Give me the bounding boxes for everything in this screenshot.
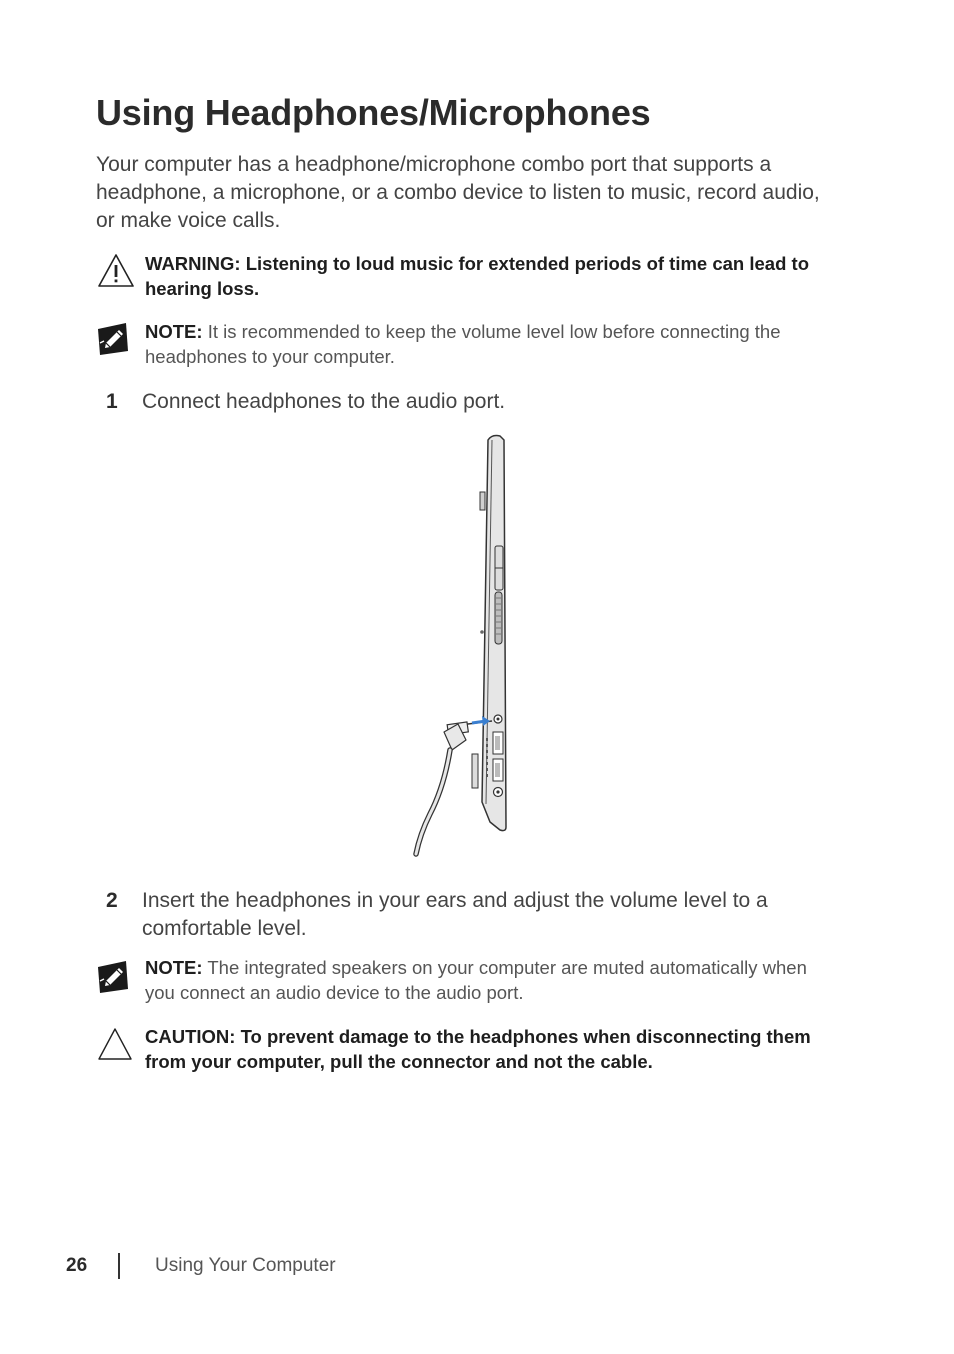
intro-paragraph: Your computer has a headphone/microphone combo port that supports a headphone, a microphone, or a combo device to listen to music, record audio, or make voice calls. xyxy=(96,153,820,232)
note-callout xyxy=(96,955,836,1005)
section-name: Using Your Computer xyxy=(155,1255,336,1276)
warning-triangle-icon xyxy=(96,251,136,296)
note-text: The integrated speakers on your computer are muted automatically when you connect an audio device to the audio port. xyxy=(145,957,807,1003)
step-number: 2 xyxy=(106,889,118,912)
caution-callout xyxy=(96,1024,836,1074)
page-number: 26 xyxy=(66,1255,88,1276)
step-1 xyxy=(106,388,826,416)
step-text: Connect headphones to the audio port. xyxy=(142,390,506,413)
note-label: NOTE: xyxy=(145,321,203,342)
warning-callout xyxy=(96,251,836,301)
page-title: Using Headphones/Microphones xyxy=(96,92,651,133)
note-pencil-icon xyxy=(96,321,130,362)
step-text: Insert the headphones in your ears and adjust the volume level to a comfortable level. xyxy=(142,889,768,940)
footer-divider xyxy=(118,1253,120,1279)
caution-triangle-icon xyxy=(96,1026,136,1067)
note-callout xyxy=(96,319,836,369)
note-text: It is recommended to keep the volume level low before connecting the headphones to your computer. xyxy=(145,321,781,367)
caution-text: CAUTION: To prevent damage to the headphones when disconnecting them from your computer, pull the connector and not the cable. xyxy=(145,1026,811,1072)
note-pencil-icon xyxy=(96,959,130,1000)
tablet-side-illustration xyxy=(400,432,550,867)
step-2 xyxy=(106,887,826,943)
note-label: NOTE: xyxy=(145,957,203,978)
step-number: 1 xyxy=(106,390,118,413)
warning-text: WARNING: Listening to loud music for extended periods of time can lead to hearing loss. xyxy=(145,253,809,299)
